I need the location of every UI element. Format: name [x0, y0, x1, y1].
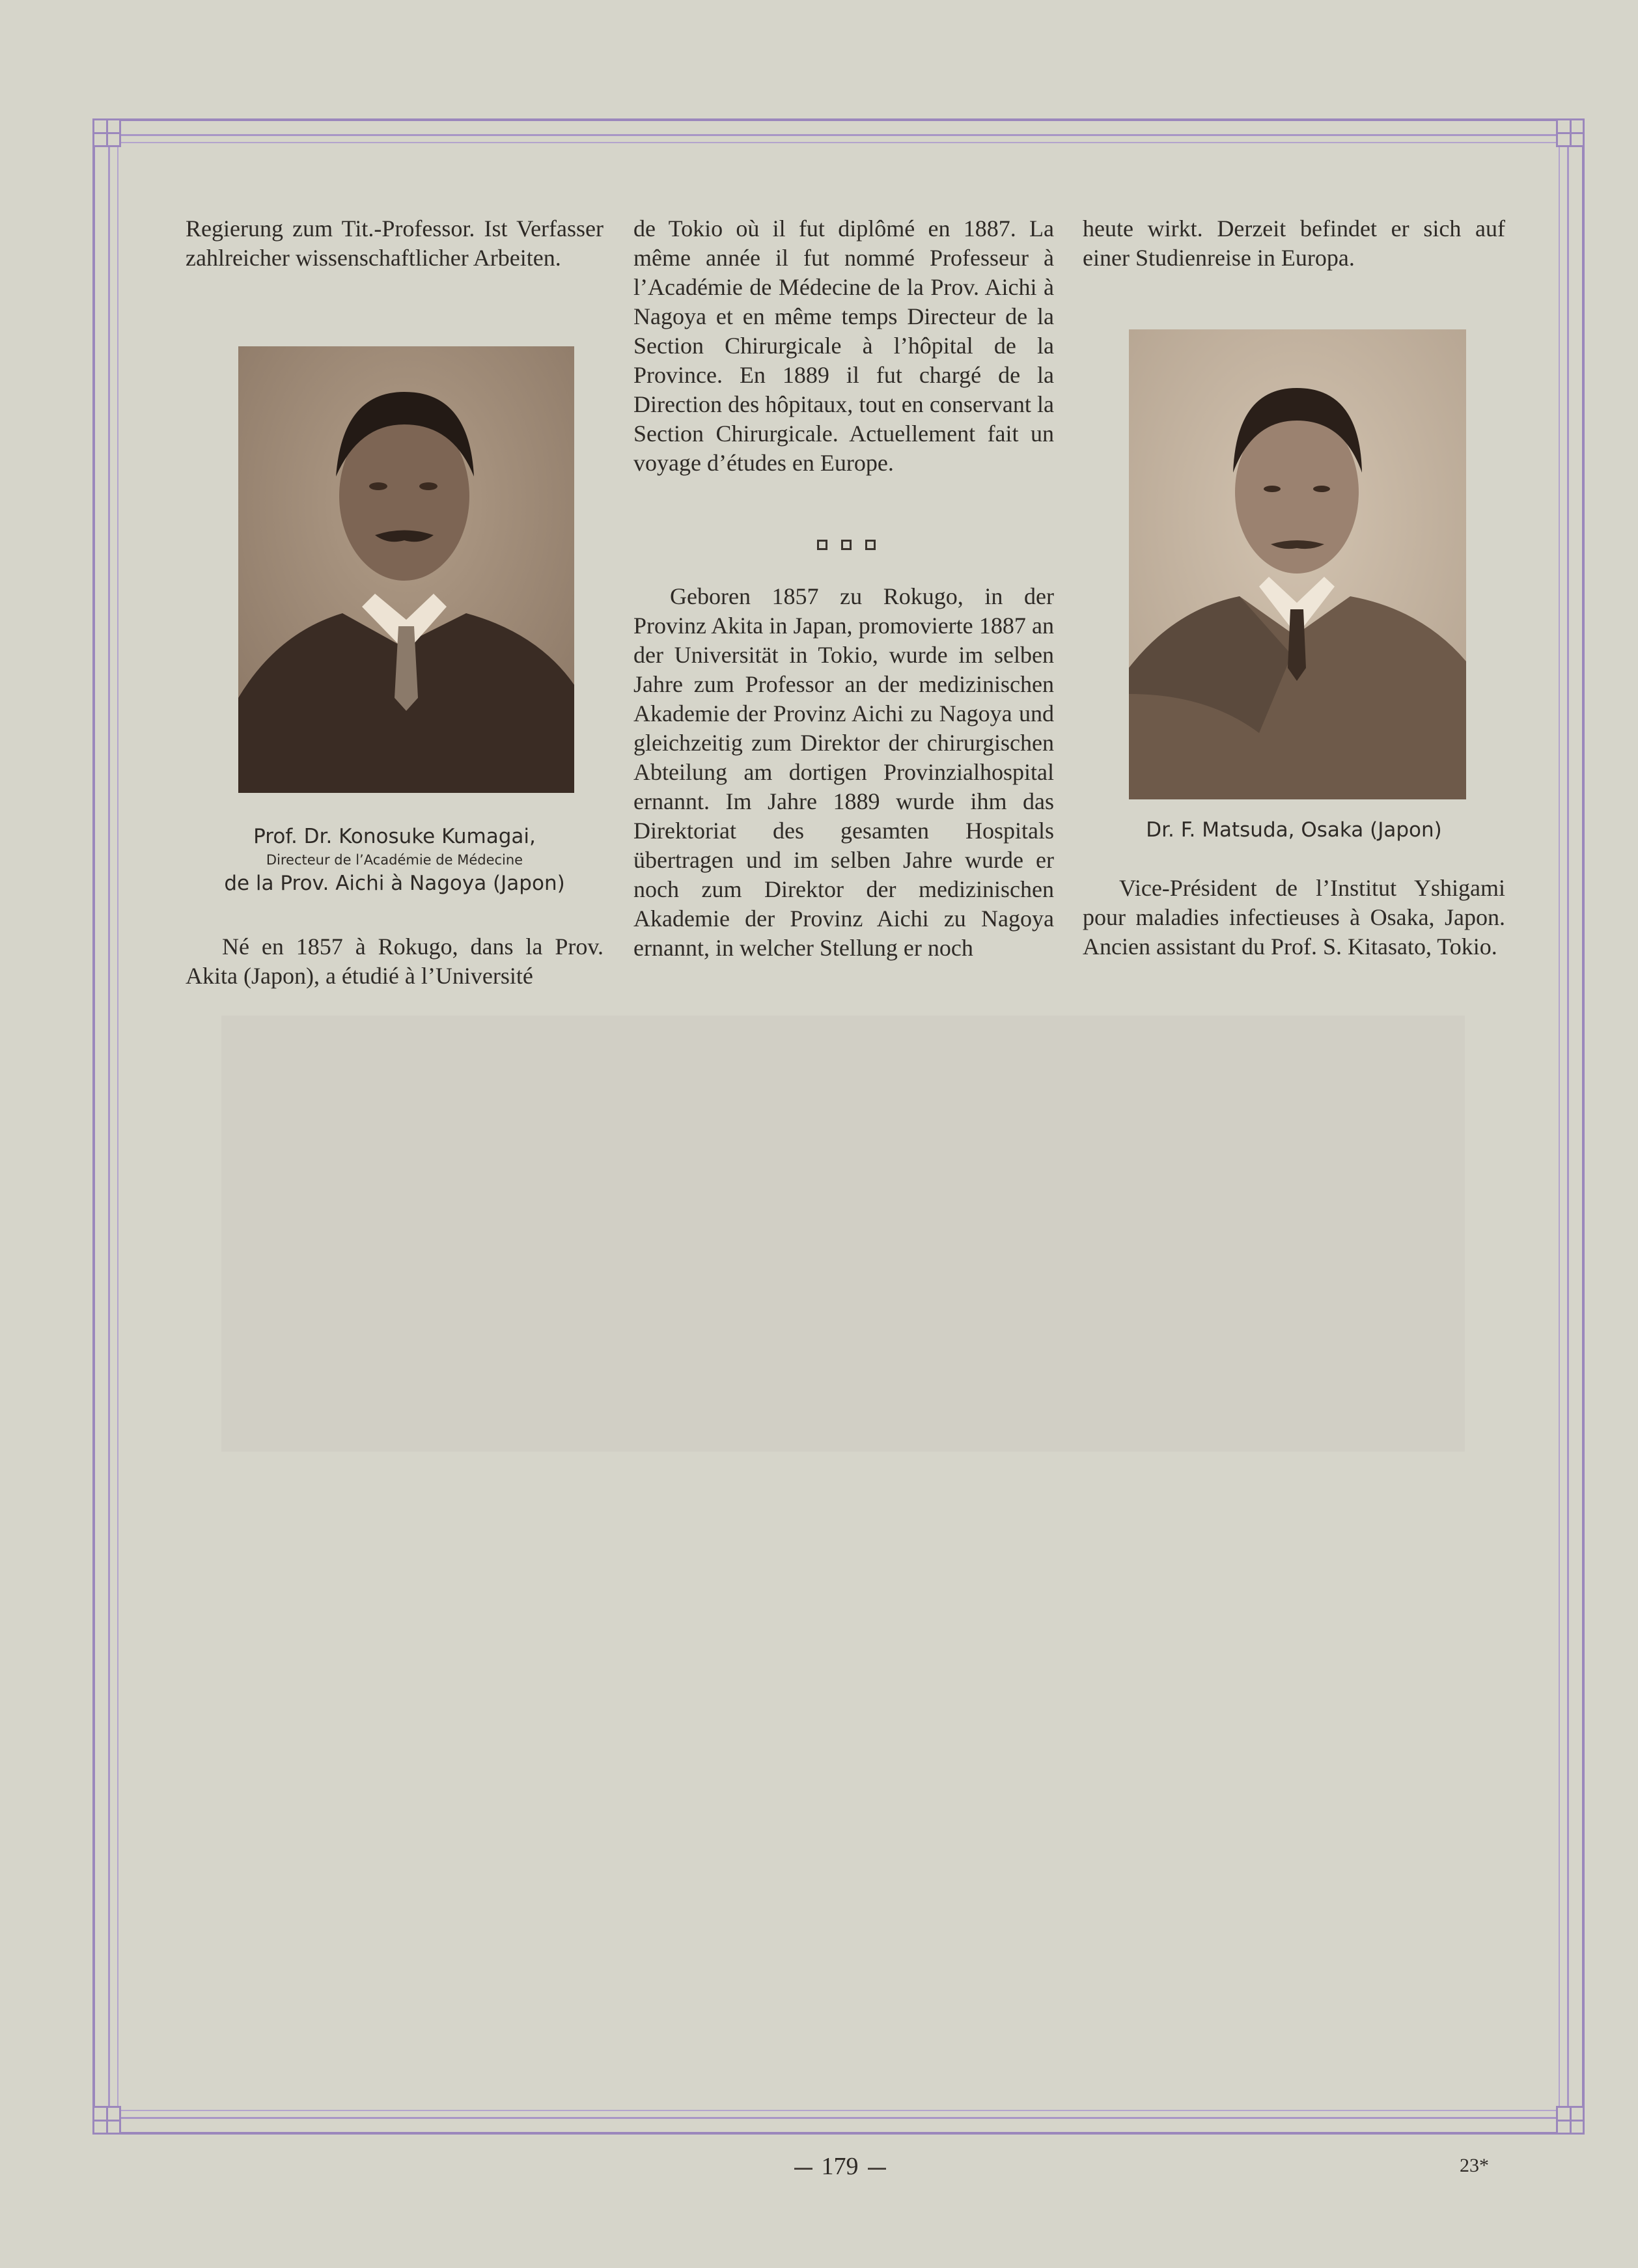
frame-corner-ornament [1556, 118, 1585, 147]
portrait-kumagai-image [238, 346, 574, 793]
column-2-german-text [633, 582, 1054, 963]
paragraph: Né en 1857 à Rokugo, dans la Prov. Akita (Japon), a étudié à l’Université [186, 933, 604, 989]
caption-name: Dr. F. Matsuda, Osaka (Japon) [1146, 818, 1442, 842]
page-number [768, 2152, 911, 2181]
frame-corner-ornament [92, 2106, 121, 2135]
paragraph: Geboren 1857 zu Rokugo, in der Provinz Akita in Japan, promovierte 1887 an der Universität in Tokio, wurde im selben Jahre zum Professor an der medizinischen Akademie der Provinz Aichi zu Nagoya und gleichzeitig zum Direktor der chirurgischen Abteilung am dortigen Provinzialhospital ernannt. Im Jahre 1889 wurde ihm das Direktoriat des gesamten Hospitals übertragen und im selben Jahre wurde er noch zum Direktor der medizinischen Akademie der Provinz Aichi zu Nagoya ernannt, in welcher Stellung er noch [633, 583, 1054, 961]
divider-square-icon [817, 540, 827, 550]
column-2-french-text [633, 214, 1054, 478]
caption-institution: de la Prov. Aichi à Nagoya (Japon) [224, 872, 565, 895]
paragraph: de Tokio où il fut diplômé en 1887. La même année il fut nommé Professeur à l’Académie de Médecine de la Prov. Aichi à Nagoya et en même temps Directeur de la Section Chirurgicale à l’hôpital de la Province. En 1889 il fut chargé de la Direction des hôpitaux, tout en conservant la Section Chirurgicale. Actuellement fait un voyage d’études en Europe. [633, 215, 1054, 476]
caption-kumagai [186, 823, 604, 897]
portrait-matsuda-image [1129, 329, 1466, 799]
frame-corner-ornament [1556, 2106, 1585, 2135]
section-divider-ornament [817, 535, 876, 555]
column-3-bottom-text [1083, 874, 1505, 961]
faded-backprint [221, 1016, 1465, 1452]
paragraph: Vice-Président de l’Institut Yshigami pour maladies infectieuses à Osaka, Japon. Ancien assistant du Prof. S. Kitasato, Tokio. [1083, 875, 1505, 960]
caption-name: Prof. Dr. Konosuke Kumagai, [253, 825, 536, 848]
printer-signature-mark: 23* [1460, 2155, 1489, 2176]
column-1-top-text [186, 214, 604, 273]
divider-square-icon [841, 540, 852, 550]
caption-matsuda [1083, 816, 1505, 844]
page-number-text: 179 [821, 2153, 859, 2180]
paragraph: Regierung zum Tit.-Professor. Ist Verfasser zahlreicher wissenschaftlicher Arbeiten. [186, 215, 604, 271]
dash-ornament [868, 2168, 886, 2170]
portrait-photo-matsuda [1129, 329, 1466, 799]
column-1-bottom-text [186, 932, 604, 991]
divider-square-icon [865, 540, 876, 550]
paragraph: heute wirkt. Derzeit befindet er sich auf einer Studienreise in Europa. [1083, 215, 1505, 271]
frame-corner-ornament [92, 118, 121, 147]
column-3-top-text [1083, 214, 1505, 273]
caption-title: Directeur de l’Académie de Médecine [266, 852, 523, 868]
dash-ornament [794, 2168, 812, 2170]
portrait-photo-kumagai [238, 346, 574, 793]
